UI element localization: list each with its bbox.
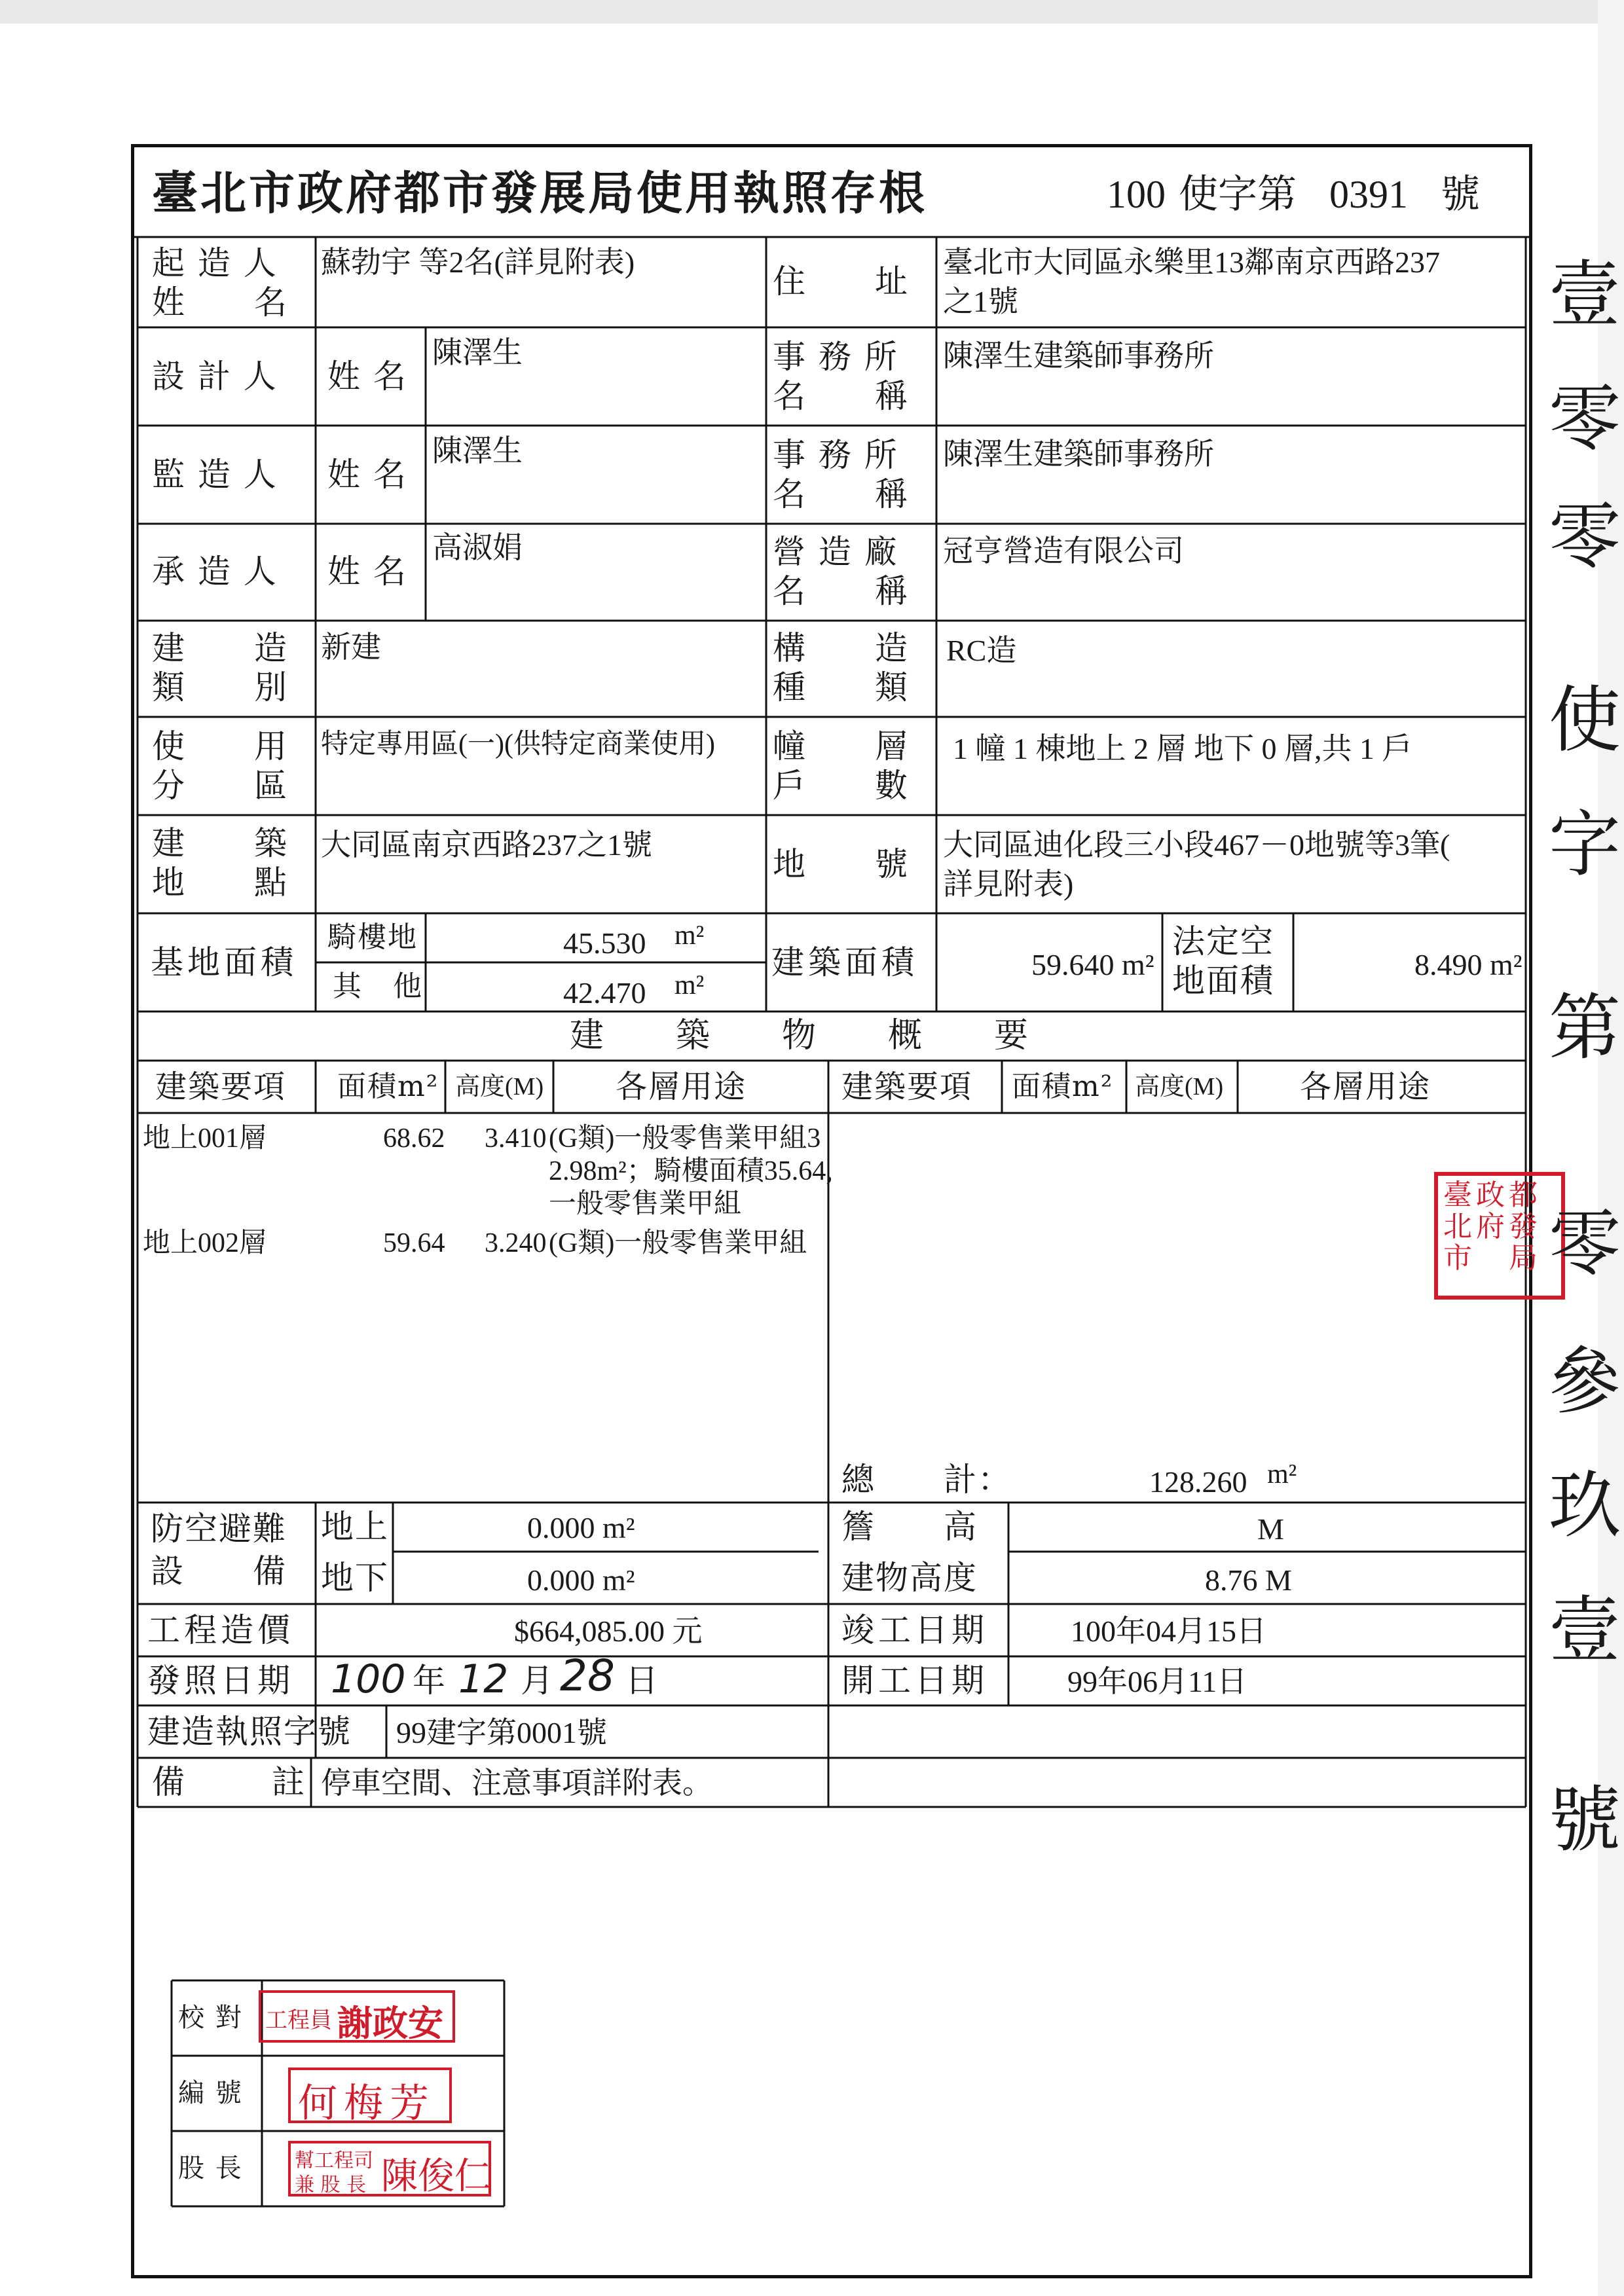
side-char-5: 字 — [1549, 803, 1621, 886]
number-stamp-name: 何梅芳 — [298, 2081, 435, 2126]
owner-label-2: 姓 名 — [152, 283, 288, 321]
row-2-item: 地上002層 — [143, 1228, 267, 1258]
summary-heading: 建 築 物 概 要 — [570, 1016, 1030, 1055]
address-line-1: 臺北市大同區永樂里13鄰南京西路237 — [943, 246, 1440, 279]
seal-char-5: 府 — [1476, 1210, 1505, 1243]
seal-char-2: 北 — [1443, 1210, 1472, 1243]
units-value: 1 幢 1 棟地上 2 層 地下 0 層,共 1 戶 — [953, 732, 1412, 765]
issue-date-year: 100 — [331, 1656, 406, 1702]
zoning-label-2: 分 區 — [152, 767, 288, 805]
form-title: 臺北市政府都市發展局使用執照存根 — [152, 166, 927, 220]
completion-label: 竣工日期 — [841, 1611, 988, 1649]
construction-permit-label: 建造執照字號 — [147, 1713, 352, 1751]
zoning-value: 特定專用區(一)(供特定商業使用) — [321, 729, 715, 759]
owner-label-1: 起 造 人 — [152, 244, 278, 282]
site-arcade-value: 45.530 — [563, 926, 646, 960]
units-label-2: 戶 數 — [773, 767, 909, 805]
supervisor-office: 陳澤生建築師事務所 — [943, 437, 1214, 471]
contractor-label: 承 造 人 — [152, 553, 278, 591]
chief-stamp-title-2: 兼 股 長 — [295, 2174, 367, 2196]
build-type-label-2: 類 別 — [152, 668, 288, 706]
side-char-6: 第 — [1549, 986, 1621, 1070]
total-value: 128.260 — [1149, 1465, 1247, 1499]
zoning-label-1: 使 用 — [152, 727, 288, 765]
building-area-value: 59.640 m² — [1031, 948, 1154, 981]
total-label: 總 計： — [841, 1461, 1012, 1499]
address-label: 住 址 — [773, 263, 909, 301]
site-other-value: 42.470 — [563, 976, 646, 1010]
side-char-7: 零 — [1549, 1202, 1621, 1286]
side-char-2: 零 — [1549, 377, 1621, 461]
row-1-use-3: 一般零售業甲組 — [549, 1189, 742, 1219]
col-area-right: 面積m² — [1012, 1070, 1114, 1103]
chief-stamp-name: 陳俊仁 — [381, 2155, 491, 2198]
remarks-value: 停車空間、注意事項詳附表。 — [321, 1766, 712, 1800]
designer-office: 陳澤生建築師事務所 — [943, 339, 1214, 373]
eaves-value: M — [1257, 1512, 1284, 1546]
side-char-4: 使 — [1549, 678, 1621, 762]
build-type-label-1: 建 造 — [152, 629, 288, 667]
site-area-label: 基地面積 — [151, 943, 297, 981]
seal-char-3: 市 — [1443, 1241, 1472, 1275]
contractor-name: 高淑娟 — [432, 531, 523, 564]
check-stamp-title: 工程員 — [265, 2007, 332, 2033]
structure-label-1: 構 造 — [773, 629, 909, 667]
owner-value: 蘇勃宇 等2名(詳見附表) — [321, 246, 635, 279]
designer-office-label-2: 名 稱 — [773, 377, 909, 415]
shelter-below-value: 0.000 m² — [527, 1563, 635, 1597]
seal-char-1: 臺 — [1443, 1178, 1472, 1212]
permit-number-suffix: 號 — [1441, 172, 1480, 217]
address-line-2: 之1號 — [943, 285, 1018, 318]
remarks-label-1: 備 — [152, 1763, 186, 1801]
supervisor-name-label: 姓 名 — [327, 456, 407, 494]
completion-value: 100年04月15日 — [1071, 1614, 1266, 1648]
issue-date-day: 28 — [560, 1650, 615, 1701]
cost-label: 工程造價 — [147, 1611, 294, 1649]
start-date-label: 開工日期 — [841, 1662, 988, 1700]
col-height-left: 高度(M) — [455, 1073, 544, 1101]
open-space-label-2: 地面積 — [1172, 962, 1274, 1000]
cost-value: $664,085.00 元 — [514, 1614, 703, 1648]
total-unit: m² — [1267, 1459, 1297, 1489]
designer-label: 設 計 人 — [152, 357, 278, 395]
shelter-label-1: 防空避難 — [151, 1510, 287, 1548]
lot-line-2: 詳見附表) — [943, 867, 1074, 901]
supervisor-office-label-1: 事 務 所 — [773, 436, 898, 474]
col-area-left: 面積m² — [337, 1070, 439, 1103]
contractor-firm-label-2: 名 稱 — [773, 572, 909, 610]
supervisor-label: 監 造 人 — [152, 456, 278, 494]
start-date-value: 99年06月11日 — [1067, 1665, 1247, 1698]
site-arcade-unit: m² — [674, 920, 705, 951]
location-label-2: 地 點 — [152, 864, 288, 902]
check-label: 校 對 — [178, 2003, 243, 2033]
supervisor-office-label-2: 名 稱 — [773, 475, 909, 513]
side-char-1: 壹 — [1549, 253, 1621, 337]
open-space-label-1: 法定空 — [1172, 922, 1274, 960]
side-char-10: 壹 — [1549, 1588, 1621, 1672]
contractor-firm-label-1: 營 造 廠 — [773, 533, 898, 571]
site-arcade-label: 騎樓地 — [327, 920, 418, 954]
site-other-unit: m² — [674, 970, 705, 1000]
col-item-left: 建築要項 — [155, 1068, 287, 1105]
designer-name-label: 姓 名 — [327, 357, 407, 395]
remarks-label-2: 註 — [272, 1763, 306, 1801]
height-value: 8.76 M — [1205, 1563, 1292, 1597]
row-1-item: 地上001層 — [143, 1123, 267, 1154]
designer-name: 陳澤生 — [432, 336, 523, 369]
height-label: 建物高度 — [841, 1559, 978, 1597]
lot-label: 地 號 — [773, 845, 909, 883]
shelter-above-label: 地上 — [321, 1508, 389, 1546]
structure-value: RC造 — [946, 634, 1017, 667]
issue-date-year-char: 年 — [413, 1662, 445, 1700]
row-1-area: 68.62 — [383, 1123, 445, 1154]
site-other-label: 其 他 — [333, 970, 423, 1003]
supervisor-name: 陳澤生 — [432, 434, 523, 467]
check-stamp-name: 謝政安 — [337, 2002, 443, 2044]
seal-char-8: 局 — [1509, 1241, 1538, 1275]
construction-permit-value: 99建字第0001號 — [396, 1716, 607, 1749]
row-1-height: 3.410 — [485, 1123, 547, 1154]
structure-label-2: 種 類 — [773, 668, 909, 706]
lot-line-1: 大同區迪化段三小段467－0地號等3筆( — [943, 828, 1450, 862]
col-use-left: 各層用途 — [616, 1068, 747, 1105]
seal-char-7: 發 — [1509, 1210, 1538, 1243]
chief-stamp-title-1: 幫工程司 — [295, 2149, 373, 2172]
col-item-right: 建築要項 — [841, 1068, 973, 1105]
contractor-firm: 冠亨營造有限公司 — [943, 534, 1184, 568]
open-space-value: 8.490 m² — [1414, 948, 1522, 981]
location-label-1: 建 築 — [152, 824, 288, 862]
issue-date-month-char: 月 — [521, 1662, 553, 1700]
units-label-1: 幢 層 — [773, 727, 909, 765]
side-char-9: 玖 — [1549, 1464, 1621, 1548]
col-height-right: 高度(M) — [1135, 1073, 1224, 1101]
shelter-below-label: 地下 — [321, 1559, 389, 1597]
col-use-right: 各層用途 — [1300, 1068, 1431, 1105]
permit-year: 100 — [1107, 173, 1166, 216]
shelter-above-value: 0.000 m² — [527, 1511, 635, 1544]
row-1-use-1: (G類)一般零售業甲組3 — [549, 1123, 821, 1154]
permit-word: 使字第 — [1179, 172, 1297, 217]
seal-char-6: 都 — [1509, 1178, 1538, 1212]
permit-number: 0391 — [1329, 173, 1408, 216]
contractor-name-label: 姓 名 — [327, 553, 407, 591]
designer-office-label-1: 事 務 所 — [773, 338, 898, 376]
shelter-label-2: 設 備 — [151, 1552, 287, 1590]
number-label: 編 號 — [178, 2078, 243, 2108]
issue-date-label: 發照日期 — [147, 1662, 294, 1700]
eaves-label: 簷 高 — [841, 1508, 978, 1546]
location-value: 大同區南京西路237之1號 — [321, 828, 652, 862]
issue-date-day-char: 日 — [625, 1662, 658, 1700]
side-char-11: 號 — [1549, 1778, 1621, 1862]
side-permit-number — [1536, 0, 1624, 2296]
row-2-area: 59.64 — [383, 1228, 445, 1258]
seal-char-4: 政 — [1476, 1178, 1505, 1212]
row-2-use-1: (G類)一般零售業甲組 — [549, 1228, 807, 1258]
row-1-use-2: 2.98m²；騎樓面積35.64, — [549, 1156, 833, 1186]
side-char-8: 參 — [1549, 1339, 1621, 1423]
build-type-value: 新建 — [321, 630, 381, 664]
row-2-height: 3.240 — [485, 1228, 547, 1258]
side-char-3: 零 — [1549, 495, 1621, 579]
building-area-label: 建築面積 — [771, 943, 918, 981]
chief-label: 股 長 — [178, 2153, 243, 2183]
issue-date-month: 12 — [458, 1656, 509, 1702]
